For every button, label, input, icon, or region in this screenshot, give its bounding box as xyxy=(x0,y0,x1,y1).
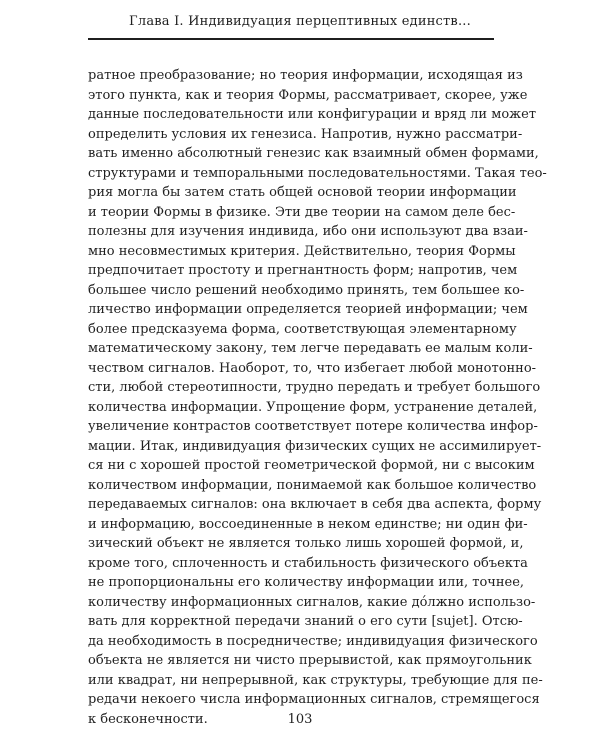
text-line: ратное преобразование; но теория информации, исходящая из xyxy=(88,68,523,83)
text-line: и информацию, воссоединенные в неком единстве; ни один фи- xyxy=(88,516,528,532)
text-line: мно несовместимых критерия. Действительно, теория Формы xyxy=(88,243,516,259)
text-line: данные последовательности или конфигурации и вряд ли может xyxy=(88,107,537,122)
text-line: личество информации определяется теорией информации; чем xyxy=(88,302,528,317)
text-line: количеством информации, понимаемой как большое количество xyxy=(88,477,537,493)
text-line: более предсказуема форма, соответствующая элементарному xyxy=(88,321,517,337)
header-rule xyxy=(88,38,494,40)
body-text xyxy=(88,66,547,729)
text-line: не пропорциональны его количеству информации или, точнее, xyxy=(88,575,525,590)
running-head: Глава I. Индивидуация перцептивных единств... xyxy=(129,14,471,29)
text-line: рия могла бы затем стать общей основой теории информации xyxy=(88,185,517,200)
text-line: зический объект не является только лишь хорошей формой, и, xyxy=(88,536,524,551)
text-line: к бесконечности. xyxy=(88,711,208,727)
text-line: передаваемых сигналов: она включает в себя два аспекта, форму xyxy=(88,497,542,512)
text-line: количества информации. Упрощение форм, устранение деталей, xyxy=(88,399,538,415)
text-line: чеством сигналов. Наоборот, то, что избегает любой монотонно- xyxy=(88,360,537,376)
text-line: сти, любой стереотипности, трудно передать и требует большого xyxy=(88,380,541,395)
text-line: да необходимость в посредничестве; индивидуация физического xyxy=(88,633,538,649)
text-line: определить условия их генезиса. Напротив, нужно рассматри- xyxy=(88,126,523,142)
text-line: или квадрат, ни непрерывной, как структуры, требующие для пе- xyxy=(88,672,543,688)
text-line: объекта не является ни чисто прерывистой, как прямоугольник xyxy=(88,653,532,668)
text-line: кроме того, сплоченность и стабильность физического объекта xyxy=(88,555,528,571)
text-line: количеству информационных сигналов, какие дóлжно использо- xyxy=(88,594,536,610)
text-line: и теории Формы в физике. Эти две теории на самом деле бес- xyxy=(88,204,516,220)
text-line: математическому закону, тем легче передавать ее малым коли- xyxy=(88,341,533,356)
page-number: 103 xyxy=(287,712,313,727)
text-line: ся ни с хорошей простой геометрической формой, ни с высоким xyxy=(88,458,535,473)
text-line: вать именно абсолютный генезис как взаимный обмен формами, xyxy=(88,146,539,161)
text-line: предпочитает простоту и прегнантность форм; напротив, чем xyxy=(88,263,518,278)
text-line: этого пункта, как и теория Формы, рассматривает, скорее, уже xyxy=(88,87,528,103)
text-line: большее число решений необходимо принять, тем большее ко- xyxy=(88,282,525,298)
text-line: мации. Итак, индивидуация физических сущих не ассимилирует- xyxy=(88,438,542,454)
text-line: полезны для изучения индивида, ибо они используют два взаи- xyxy=(88,224,528,239)
text-line: увеличение контрастов соответствует потере количества инфор- xyxy=(88,419,538,434)
text-line: вать для корректной передачи знаний о его сути [sujet]. Отсю- xyxy=(88,614,523,629)
text-line: редачи некоего числа информационных сигналов, стремящегося xyxy=(88,692,540,707)
text-line: структурами и темпоральными последовательностями. Такая тео- xyxy=(88,165,547,181)
